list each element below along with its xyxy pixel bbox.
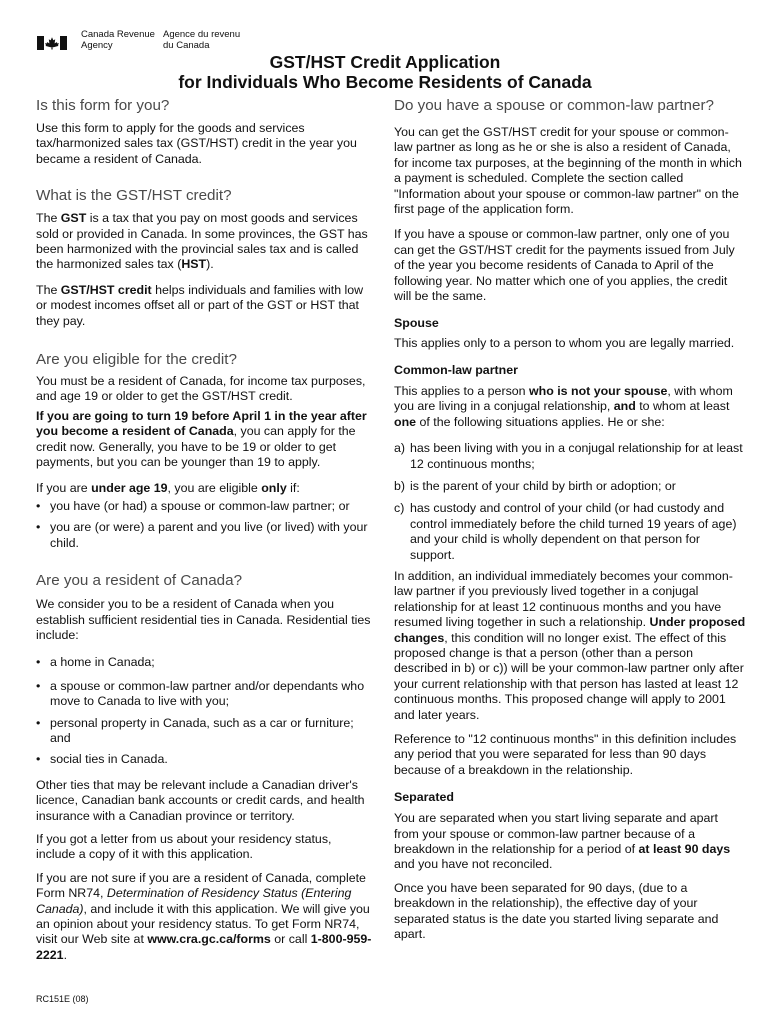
common-law-conditions-list <box>394 441 746 563</box>
agency-name-french: Agence du revenu du Canada <box>163 29 241 51</box>
right-column <box>394 97 746 942</box>
list-item: c) has custody and control of your child (or had custody and control immediately before the child turned 19 years of age) and your child is wholly dependent on that person for support. <box>394 501 737 562</box>
list-item: • a home in Canada; <box>36 655 374 670</box>
paragraph-residency-letter: If you got a letter from us about your residency status, include a copy of it with this application. <box>36 832 332 862</box>
paragraph-turning-19: If you are going to turn 19 before April 1 in the year after you become a resident of Canada, you can apply for the credit now. Generally, you have to be 19 or older to get payments, but you can be younger than 19 to apply. <box>36 408 367 470</box>
list-item: • you have (or had) a spouse or common-law partner; or <box>36 499 374 514</box>
list-item: • a spouse or common-law partner and/or dependants who move to Canada to live with you; <box>36 679 374 710</box>
list-item: • you are (or were) a parent and you live (or lived) with your child. <box>36 520 374 551</box>
paragraph-residency-ties: We consider you to be a resident of Canada when you establish sufficient residential ties in Canada. Residential ties include: <box>36 597 371 642</box>
list-item: • social ties in Canada. <box>36 752 374 767</box>
paragraph-proposed-changes: In addition, an individual immediately becomes your common-law partner if you previously lived together in a conjugal relationship for at least 12 continuous months and you have resumed living together in such a relationship. Under proposed changes, this condition will no longer exist. The effect of this proposed change is that a person (other than a person described in b) or c)) will be your common-law partner only after your current relationship with that person has lasted at least 12 continuous months. This proposed change will apply to 2001 and later years. <box>394 568 746 722</box>
residential-ties-list <box>36 655 374 767</box>
section-heading-spouse-partner: Do you have a spouse or common-law partner? <box>394 97 714 114</box>
paragraph-credit-definition: The GST/HST credit helps individuals and families with low or modest incomes offset all or part of the GST or HST that they pay. <box>36 282 364 328</box>
paragraph-separated-effective-date: Once you have been separated for 90 days, (due to a breakdown in the relationship), the effective day of your separated status is the date you started living separate and apart. <box>394 880 719 942</box>
section-heading-form-for-you: Is this form for you? <box>36 97 170 114</box>
list-item: a) has been living with you in a conjugal relationship for at least 12 continuous months; <box>394 441 743 471</box>
under-19-conditions-list <box>36 499 374 551</box>
section-heading-eligibility: Are you eligible for the credit? <box>36 351 237 369</box>
section-heading-what-is-credit: What is the GST/HST credit? <box>36 187 232 205</box>
phone-number: 1-800-959-2221 <box>36 932 372 962</box>
subheading-common-law: Common-law partner <box>394 362 518 377</box>
paragraph-separated-definition: You are separated when you start living separate and apart from your spouse or common-law partner because of a breakdown in the relationship for a period of at least 90 days and you have not reconciled. <box>394 811 731 872</box>
paragraph-spouse-credit: You can get the GST/HST credit for your spouse or common-law partner as long as he or she is also a resident of Canada, for income tax purposes, at the beginning of the month in which a payment is scheduled. Complete the section called "Information about your spouse or common-law partner" on the first page of the application form. <box>394 125 742 217</box>
paragraph-under-19: If you are under age 19, you are eligible only if: <box>36 480 300 495</box>
paragraph-common-law-definition: This applies to a person who is not your spouse, with whom you are living in a conjugal relationship, and to whom at least one of the following situations applies. He or she: <box>394 383 733 429</box>
paragraph-other-ties: Other ties that may be relevant include a Canadian driver's licence, Canadian bank accounts or credit cards, and health insurance with a Canadian province or territory. <box>36 777 365 823</box>
section-heading-resident: Are you a resident of Canada? <box>36 572 243 590</box>
paragraph-one-applicant: If you have a spouse or common-law partner, only one of you can get the GST/HST credit for the payments issued from July of the year you become residents of Canada to April of the following year. No matter which one of you applies, the credit will be the same. <box>394 227 735 304</box>
agency-name-english: Canada Revenue Agency <box>81 29 155 51</box>
left-column <box>36 97 374 963</box>
paragraph-spouse-definition: This applies only to a person to whom you are legally married. <box>394 336 735 351</box>
cra-forms-link[interactable]: www.cra.gc.ca/forms <box>147 932 271 947</box>
paragraph-gst-definition: The GST is a tax that you pay on most goods and services sold or provided in Canada. In some provinces, the GST has been harmonized with the provincial sales tax and is called the harmonized sales tax (HST). <box>36 211 368 272</box>
paragraph-continuous-months: Reference to "12 continuous months" in this definition includes any period that you were separated for less than 90 days because of a breakdown in the relationship. <box>394 732 737 777</box>
page-subtitle: for Individuals Who Become Residents of Canada <box>178 72 592 92</box>
form-identifier: RC151E (08) <box>36 994 89 1004</box>
paragraph-nr74-form: If you are not sure if you are a resident of Canada, complete Form NR74, Determination of Residency Status (Entering Canada), and include it with this application. We will give you an opinion about your residency status. To get Form NR74, visit our Web site at www.cra.gc.ca/forms or call 1-800-959-2221. <box>36 870 372 962</box>
page-title: GST/HST Credit Application <box>269 52 501 72</box>
paragraph-eligibility-age: You must be a resident of Canada, for income tax purposes, and age 19 or older to get the GST/HST credit. <box>36 374 366 404</box>
canada-flag-icon <box>37 36 67 50</box>
subheading-separated: Separated <box>394 790 454 805</box>
paragraph-form-purpose: Use this form to apply for the goods and services tax/harmonized sales tax (GST/HST) credit in the year you became a resident of Canada. <box>36 121 357 166</box>
subheading-spouse: Spouse <box>394 316 439 331</box>
list-item: b) is the parent of your child by birth or adoption; or <box>394 478 676 493</box>
list-item: • personal property in Canada, such as a car or furniture; and <box>36 716 374 747</box>
